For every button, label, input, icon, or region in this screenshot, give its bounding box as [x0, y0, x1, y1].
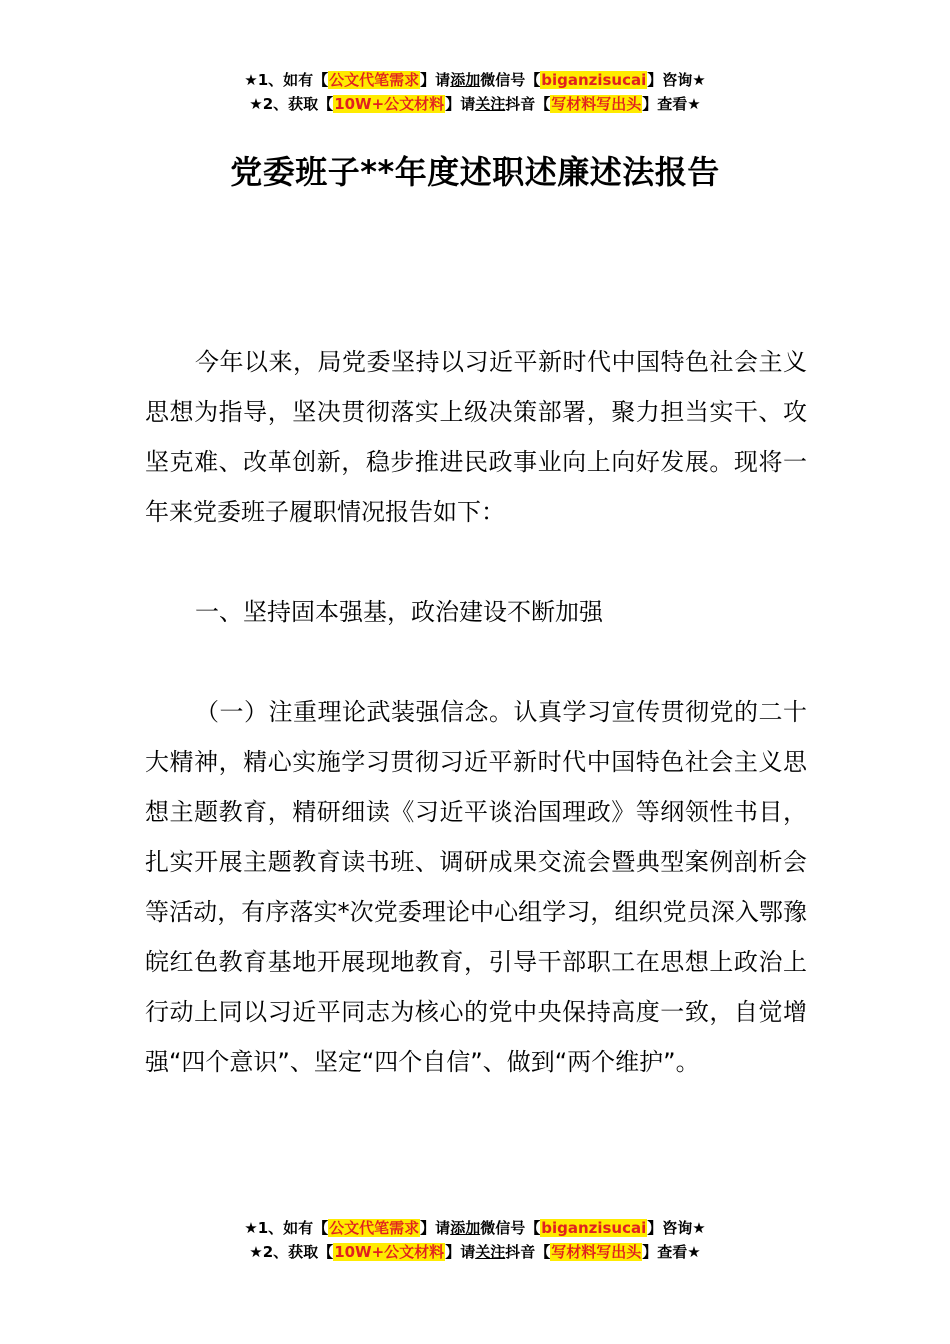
promo-underlined: 添加	[450, 71, 481, 89]
promo-text: 】请	[420, 71, 451, 89]
promo-text: 抖音【	[505, 95, 551, 113]
document-title: 党委班子**年度述职述廉述法报告	[230, 153, 720, 191]
promo-text: ★2、获取【	[249, 1243, 334, 1261]
promo-underlined: 添加	[450, 1219, 481, 1237]
promo-banner-top	[0, 68, 950, 116]
promo-highlight: 10W+公文材料	[334, 95, 445, 113]
section-heading: 一、坚持固本强基，政治建设不断加强	[195, 598, 603, 626]
body-paragraph: （一）注重理论武装强信念。认真学习宣传贯彻党的二十大精神，精心实施学习贯彻习近平新时代中国特色社会主义思想主题教育，精研细读《习近平谈治国理政》等纲领性书目，扎实开展主题教育读书班、调研成果交流会暨典型案例剖析会等活动，有序落实*次党委理论中心组学习，组织党员深入鄂豫皖红色教育基地开展现地教育，引导干部职工在思想上政治上行动上同以习近平同志为核心的党中央保持高度一致，自觉增强“四个意识”、坚定“四个自信”、做到“两个维护”。	[145, 698, 807, 1076]
promo-highlight: 写材料写出头	[551, 1243, 642, 1261]
promo-highlight: 写材料写出头	[551, 95, 642, 113]
promo-underlined: 关注	[475, 1243, 506, 1261]
promo-text: 】请	[445, 1243, 476, 1261]
promo-highlight: biganzisucai	[541, 71, 647, 89]
promo-text: ★1、如有【	[244, 71, 329, 89]
promo-text: 】查看★	[642, 1243, 701, 1261]
promo-text: 】查看★	[642, 95, 701, 113]
promo-banner-bottom	[0, 1216, 950, 1264]
promo-text: 微信号【	[480, 1219, 541, 1237]
promo-underlined: 关注	[475, 95, 506, 113]
promo-highlight: 公文代笔需求	[329, 71, 420, 89]
promo-text: 抖音【	[505, 1243, 551, 1261]
promo-text: ★2、获取【	[249, 95, 334, 113]
intro-paragraph: 今年以来，局党委坚持以习近平新时代中国特色社会主义思想为指导，坚决贯彻落实上级决策部署，聚力担当实干、攻坚克难、改革创新，稳步推进民政事业向上向好发展。现将一年来党委班子履职情况报告如下：	[145, 348, 807, 526]
promo-text: 】咨询★	[647, 71, 706, 89]
promo-highlight: 公文代笔需求	[329, 1219, 420, 1237]
promo-line-2	[0, 92, 950, 116]
promo-line-1	[0, 68, 950, 92]
promo-text: 】请	[445, 95, 476, 113]
promo-line-1	[0, 1216, 950, 1240]
promo-highlight: biganzisucai	[541, 1219, 647, 1237]
promo-text: 微信号【	[480, 71, 541, 89]
promo-line-2	[0, 1240, 950, 1264]
promo-text: 】咨询★	[647, 1219, 706, 1237]
promo-text: ★1、如有【	[244, 1219, 329, 1237]
promo-highlight: 10W+公文材料	[334, 1243, 445, 1261]
promo-text: 】请	[420, 1219, 451, 1237]
